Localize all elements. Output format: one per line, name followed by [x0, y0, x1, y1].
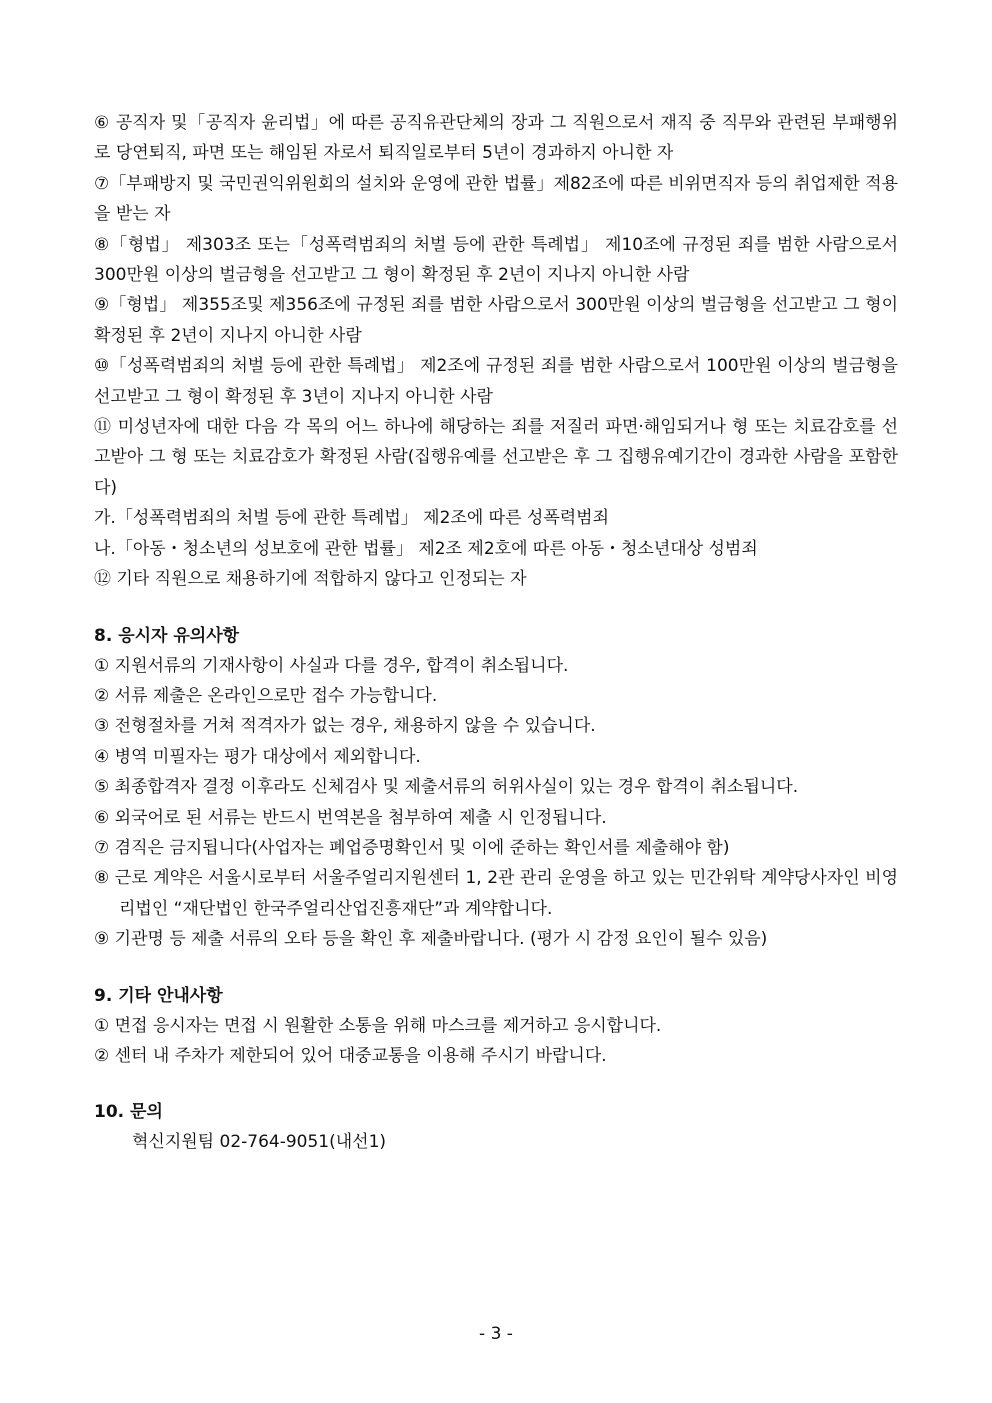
list-item: ⑩「성폭력범죄의 처벌 등에 관한 특례법」 제2조에 규정된 죄를 범한 사람으로서 100만원 이상의 벌금형을 선고받고 그 형이 확정된 후 3년이 지나지 아니한 사람	[94, 356, 898, 407]
list-item: ⑫ 기타 직원으로 채용하기에 적합하지 않다고 인정되는 자	[94, 569, 527, 590]
list-item: ⑧ 근로 계약은 서울시로부터 서울주얼리지원센터 1, 2관 관리 운영을 하고 있는 민간위탁 계약당사자인 비영리법인 “재단법인 한국주얼리산업진흥재단”과 계약합니다.	[94, 868, 898, 919]
list-item: ② 센터 내 주차가 제한되어 있어 대중교통을 이용해 주시기 바랍니다.	[94, 1045, 607, 1066]
section-heading: 9. 기타 안내사항	[94, 985, 223, 1006]
list-item: ⑤ 최종합격자 결정 이후라도 신체검사 및 제출서류의 허위사실이 있는 경우 합격이 취소됩니다.	[94, 777, 799, 798]
section-heading: 8. 응시자 유의사항	[94, 625, 240, 646]
disqualification-list	[94, 108, 898, 595]
list-item: ⑪ 미성년자에 대한 다음 각 목의 어느 하나에 해당하는 죄를 저질러 파면·해임되거나 형 또는 치료감호를 선고받아 그 형 또는 치료감호가 확정된 사람(집행유예를 선고받은 후 그 집행유예기간이 경과한 사람을 포함한다)	[94, 417, 898, 498]
section-heading: 10. 문의	[94, 1102, 163, 1123]
list-item: ⑦「부패방지 및 국민권익위원회의 설치와 운영에 관한 법률」제82조에 따른 비위면직자 등의 취업제한 적용을 받는 자	[94, 173, 898, 225]
page-number: - 3 -	[479, 1324, 513, 1344]
list-item: ② 서류 제출은 온라인으로만 접수 가능합니다.	[94, 685, 438, 706]
list-item: 나.「아동・청소년의 성보호에 관한 법률」 제2조 제2호에 따른 아동・청소년대상 성범죄	[94, 538, 758, 559]
list-item: ⑨ 기관명 등 제출 서류의 오타 등을 확인 후 제출바랍니다. (평가 시 감정 요인이 될수 있음)	[94, 929, 768, 950]
list-item: ④ 병역 미필자는 평가 대상에서 제외합니다.	[94, 746, 421, 767]
section-applicant-notes	[94, 621, 898, 955]
list-item: ① 면접 응시자는 면접 시 원활한 소통을 위해 마스크를 제거하고 응시합니다.	[94, 1015, 662, 1036]
list-item: ⑥ 외국어로 된 서류는 반드시 번역본을 첨부하여 제출 시 인정됩니다.	[94, 807, 607, 828]
document-page	[94, 108, 898, 1158]
list-item: ⑥ 공직자 및「공직자 윤리법」에 따른 공직유관단체의 장과 그 직원으로서 재직 중 직무와 관련된 부패행위로 당연퇴직, 파면 또는 해임된 자로서 퇴직일로부터 5년이 경과하지 아니한 자	[94, 113, 898, 164]
list-item: ⑧「형법」 제303조 또는「성폭력범죄의 처벌 등에 관한 특례법」 제10조에 규정된 죄를 범한 사람으로서 300만원 이상의 벌금형을 선고받고 그 형이 확정된 후 2년이 지나지 아니한 사람	[94, 234, 898, 286]
contact-info: 혁신지원팀 02-764-9051(내선1)	[132, 1132, 387, 1153]
list-item: ⑦ 겸직은 금지됩니다(사업자는 폐업증명확인서 및 이에 준하는 확인서를 제출해야 함)	[94, 837, 730, 858]
section-inquiry	[94, 1097, 898, 1157]
list-item: ③ 전형절차를 거쳐 적격자가 없는 경우, 채용하지 않을 수 있습니다.	[94, 716, 596, 737]
list-item: ⑨「형법」 제355조및 제356조에 규정된 죄를 범한 사람으로서 300만원 이상의 벌금형을 선고받고 그 형이 확정된 후 2년이 지나지 아니한 사람	[94, 295, 898, 346]
list-item: 가.「성폭력범죄의 처벌 등에 관한 특례법」 제2조에 따른 성폭력범죄	[94, 508, 610, 529]
section-other-info	[94, 981, 898, 1072]
list-item: ① 지원서류의 기재사항이 사실과 다를 경우, 합격이 취소됩니다.	[94, 655, 569, 676]
